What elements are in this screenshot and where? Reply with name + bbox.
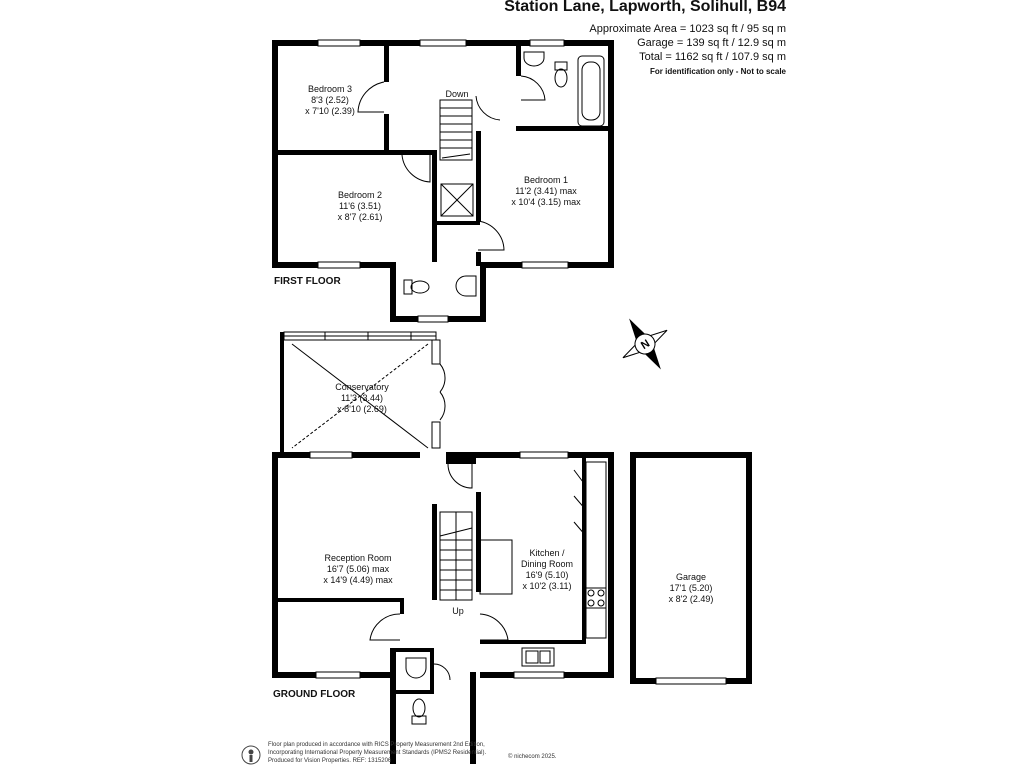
bathtub xyxy=(578,56,604,126)
property-address-title: Station Lane, Lapworth, Solihull, B94 xyxy=(504,0,786,15)
kitchen-name: Kitchen / xyxy=(529,548,565,558)
compass-icon xyxy=(607,305,683,383)
bathroom-toilet xyxy=(555,62,567,87)
total-area: Total = 1162 sq ft / 107.9 sq m xyxy=(639,51,786,63)
garage-dim1: 17'1 (5.20) xyxy=(669,583,713,593)
bedroom2-name: Bedroom 2 xyxy=(337,190,383,200)
reception-dim2: x 14'9 (4.49) max xyxy=(323,575,393,585)
stairs-up xyxy=(440,512,472,600)
stairs-down xyxy=(440,100,472,160)
disclaimer-note: For identification only - Not to scale xyxy=(649,67,786,76)
ground-floor-toilet xyxy=(412,699,426,724)
garage-dim2: x 8'2 (2.49) xyxy=(668,594,714,604)
kitchen-name-line2: Dining Room xyxy=(520,559,574,569)
shower-tray xyxy=(441,184,473,216)
kitchen-units xyxy=(574,462,606,638)
conservatory-dim1: 11'3 (3.44) xyxy=(340,393,384,403)
bedroom2-dim1: 11'6 (3.51) xyxy=(338,201,382,211)
conservatory-name: Conservatory xyxy=(335,382,389,392)
first-floor-label: FIRST FLOOR xyxy=(274,276,341,287)
ground-floor-basin xyxy=(406,658,426,678)
stairs-down-label: Down xyxy=(445,89,469,99)
conservatory-plan xyxy=(280,332,445,456)
reception-dim1: 16'7 (5.06) max xyxy=(326,564,390,574)
first-floor-basin xyxy=(456,276,476,296)
stairs-up-label: Up xyxy=(452,606,464,616)
bedroom1-dim1: 11'2 (3.41) max xyxy=(515,186,577,196)
bedroom2-dim2: x 8'7 (2.61) xyxy=(337,212,383,222)
approximate-area: Approximate Area = 1023 sq ft / 95 sq m xyxy=(589,23,786,35)
kitchen-dim1: 16'9 (5.10) xyxy=(525,570,569,580)
garage-name: Garage xyxy=(675,572,707,582)
footer-brand: © nichecom 2025. xyxy=(508,754,557,760)
footer-notes xyxy=(268,741,528,765)
bedroom1-dim2: x 10'4 (3.15) max xyxy=(511,197,581,207)
bedroom1-name: Bedroom 1 xyxy=(523,175,569,185)
sink-icon xyxy=(522,648,554,666)
first-floor-toilet xyxy=(404,280,429,294)
ground-floor-plan xyxy=(272,452,614,764)
kitchen-dim2: x 10'2 (3.11) xyxy=(522,581,572,591)
bedroom3-dim1: 8'3 (2.52) xyxy=(311,95,349,105)
rics-logo-icon xyxy=(240,744,262,766)
compass-letter: N xyxy=(638,337,653,353)
garage-area: Garage = 139 sq ft / 12.9 sq m xyxy=(637,37,786,49)
garage-plan xyxy=(630,452,752,684)
bathroom-basin xyxy=(524,52,544,66)
footer-line2: Incorporating International Property Measurement Standards (IPMS2 Residential). xyxy=(268,750,487,756)
bedroom3-name: Bedroom 3 xyxy=(307,84,353,94)
ground-floor-label: GROUND FLOOR xyxy=(273,689,356,700)
footer-line3: Produced for Vision Properties. REF: 1315206 xyxy=(268,758,392,764)
conservatory-dim2: x 8'10 (2.69) xyxy=(337,404,387,414)
first-floor-plan xyxy=(272,40,614,322)
reception-name: Reception Room xyxy=(324,553,392,563)
hob-icon xyxy=(586,588,606,608)
footer-line1: Floor plan produced in accordance with RICS Property Measurement 2nd Edition, xyxy=(268,742,485,748)
bedroom3-dim2: x 7'10 (2.39) xyxy=(305,106,355,116)
